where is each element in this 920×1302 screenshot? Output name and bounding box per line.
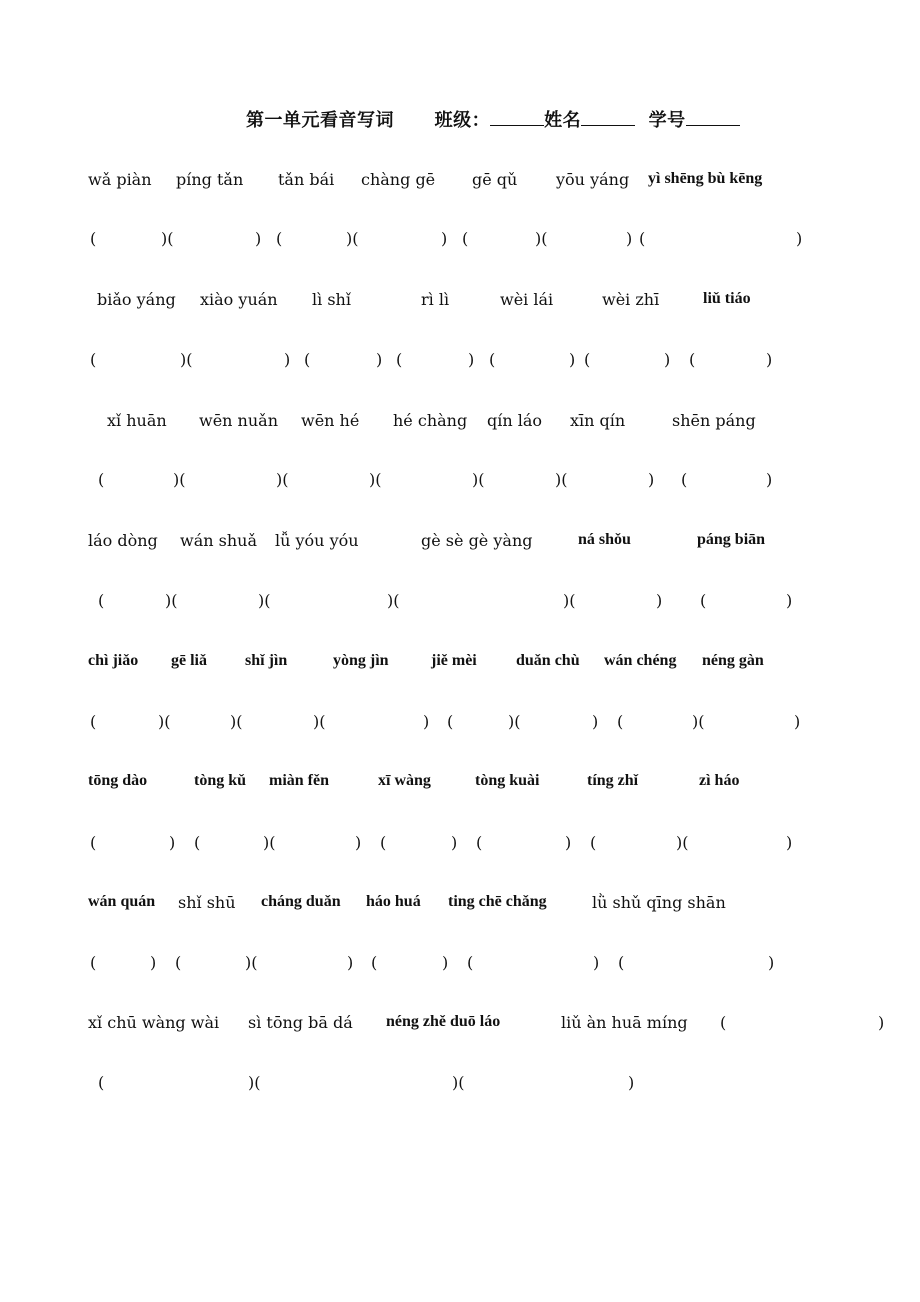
answer-blank-row — [0, 350, 920, 374]
class-blank — [490, 125, 544, 126]
pinyin-word: wán chéng — [604, 652, 677, 669]
pinyin-word: biǎo yáng — [97, 290, 176, 309]
answer-blank: )( — [346, 229, 359, 248]
answer-blank: ) — [284, 350, 291, 369]
pinyin-word: wǎ piàn — [88, 170, 152, 189]
answer-blank[interactable]: ( — [590, 833, 597, 852]
answer-blank[interactable]: ( — [276, 229, 283, 248]
pinyin-word: láo dòng — [88, 531, 158, 550]
answer-blank: )( — [158, 712, 171, 731]
answer-blank: ) — [441, 229, 448, 248]
answer-blank[interactable]: ( — [90, 953, 97, 972]
page-title — [246, 106, 740, 132]
answer-blank: ) — [786, 591, 793, 610]
answer-blank: )( — [692, 712, 705, 731]
class-label: 班级： — [434, 110, 491, 131]
pinyin-word: wēn nuǎn — [199, 411, 279, 430]
pinyin-word: ting chē chǎng — [448, 893, 547, 910]
pinyin-word: chàng gē — [361, 170, 436, 189]
answer-blank-row — [0, 470, 920, 494]
id-blank — [686, 125, 740, 126]
answer-blank[interactable]: ( — [720, 1013, 727, 1032]
answer-blank: )( — [258, 591, 271, 610]
answer-blank: ) — [355, 833, 362, 852]
answer-blank: )( — [276, 470, 289, 489]
answer-blank[interactable]: ( — [396, 350, 403, 369]
pinyin-word: xī wàng — [378, 772, 431, 789]
answer-blank[interactable]: ( — [194, 833, 201, 852]
answer-blank: ) — [766, 350, 773, 369]
answer-blank: )( — [472, 470, 485, 489]
pinyin-word: tòng kuài — [475, 772, 540, 789]
pinyin-word: hé chàng — [393, 411, 468, 430]
answer-blank-row — [0, 591, 920, 615]
answer-blank[interactable]: ( — [689, 350, 696, 369]
answer-blank: ) — [376, 350, 383, 369]
pinyin-word: chì jiǎo — [88, 652, 139, 669]
pinyin-word: xiào yuán — [200, 290, 278, 309]
answer-blank: ) — [768, 953, 775, 972]
answer-blank: )( — [676, 833, 689, 852]
pinyin-row — [0, 1013, 920, 1037]
pinyin-word: lǜ shǔ qīng shān — [592, 893, 726, 912]
answer-blank-row — [0, 229, 920, 253]
pinyin-word: tíng zhǐ — [587, 772, 639, 789]
pinyin-row — [0, 893, 920, 917]
answer-blank[interactable]: ( — [90, 229, 97, 248]
pinyin-row — [0, 772, 920, 796]
pinyin-word: wèi zhī — [602, 290, 660, 309]
answer-blank: )( — [248, 1073, 261, 1092]
answer-blank: )( — [263, 833, 276, 852]
pinyin-word: gē qǔ — [472, 170, 518, 189]
pinyin-word: xǐ huān — [107, 411, 167, 430]
name-blank — [581, 125, 635, 126]
answer-blank-row — [0, 953, 920, 977]
id-label: 学号 — [648, 110, 686, 131]
answer-blank-row — [0, 712, 920, 736]
answer-blank: )( — [452, 1073, 465, 1092]
answer-blank: )( — [161, 229, 174, 248]
answer-blank[interactable]: ( — [681, 470, 688, 489]
name-label: 姓名 — [544, 110, 582, 131]
pinyin-word: rì lì — [421, 290, 450, 309]
pinyin-row — [0, 290, 920, 314]
answer-blank: ) — [878, 1013, 885, 1032]
pinyin-word: shǐ jìn — [245, 652, 288, 669]
answer-blank: ) — [169, 833, 176, 852]
pinyin-word: tǎn bái — [278, 170, 335, 189]
answer-blank[interactable]: ( — [304, 350, 311, 369]
pinyin-word: píng tǎn — [176, 170, 244, 189]
pinyin-word: yōu yáng — [556, 170, 630, 189]
pinyin-word: gē liǎ — [171, 652, 207, 669]
answer-blank[interactable]: ( — [98, 1073, 105, 1092]
answer-blank: )( — [245, 953, 258, 972]
answer-blank: ) — [656, 591, 663, 610]
pinyin-word: liǔ àn huā míng — [561, 1013, 688, 1032]
pinyin-word: tōng dào — [88, 772, 148, 789]
answer-blank[interactable]: ( — [90, 712, 97, 731]
pinyin-word: shǐ shū — [178, 893, 236, 912]
answer-blank[interactable]: ( — [371, 953, 378, 972]
pinyin-word: liǔ tiáo — [703, 290, 751, 307]
answer-blank: )( — [180, 350, 193, 369]
answer-blank[interactable]: ( — [700, 591, 707, 610]
answer-blank[interactable]: ( — [380, 833, 387, 852]
answer-blank: ) — [794, 712, 801, 731]
answer-blank[interactable]: ( — [447, 712, 454, 731]
pinyin-word: qín láo — [487, 411, 543, 430]
pinyin-word: gè sè gè yàng — [421, 531, 533, 550]
answer-blank: ) — [442, 953, 449, 972]
pinyin-word: cháng duǎn — [261, 893, 341, 910]
worksheet-title: 第一单元看音写词 — [246, 110, 394, 131]
pinyin-word: wēn hé — [301, 411, 360, 430]
answer-blank: )( — [230, 712, 243, 731]
answer-blank: ) — [786, 833, 793, 852]
pinyin-word: duǎn chù — [516, 652, 580, 669]
pinyin-word: yì shēng bù kēng — [648, 170, 763, 187]
answer-blank[interactable]: ( — [98, 591, 105, 610]
answer-blank: ) — [468, 350, 475, 369]
pinyin-row — [0, 531, 920, 555]
answer-blank-row — [0, 833, 920, 857]
answer-blank: ) — [593, 953, 600, 972]
pinyin-word: xīn qín — [570, 411, 626, 430]
answer-blank: )( — [313, 712, 326, 731]
pinyin-word: jiě mèi — [431, 652, 477, 669]
pinyin-word: shēn páng — [672, 411, 756, 430]
answer-blank: )( — [508, 712, 521, 731]
pinyin-word: wán quán — [88, 893, 156, 910]
answer-blank[interactable]: ( — [90, 350, 97, 369]
answer-blank: )( — [387, 591, 400, 610]
pinyin-word: lì shǐ — [312, 290, 351, 309]
answer-blank: )( — [165, 591, 178, 610]
pinyin-word: zì háo — [699, 772, 740, 789]
answer-blank[interactable]: ( — [618, 953, 625, 972]
answer-blank: )( — [563, 591, 576, 610]
answer-blank[interactable]: ( — [175, 953, 182, 972]
answer-blank-row — [0, 1073, 920, 1097]
answer-blank: ) — [592, 712, 599, 731]
pinyin-word: wèi lái — [500, 290, 554, 309]
pinyin-word: néng zhě duō láo — [386, 1013, 501, 1030]
pinyin-word: sì tōng bā dá — [248, 1013, 353, 1032]
answer-blank: ) — [423, 712, 430, 731]
answer-blank[interactable]: ( — [639, 229, 646, 248]
pinyin-word: yòng jìn — [333, 652, 389, 669]
answer-blank: ) — [766, 470, 773, 489]
pinyin-word: páng biān — [697, 531, 766, 548]
answer-blank: )( — [369, 470, 382, 489]
pinyin-word: xǐ chū wàng wài — [88, 1013, 220, 1032]
answer-blank: )( — [555, 470, 568, 489]
pinyin-word: wán shuǎ — [180, 531, 257, 550]
answer-blank[interactable]: ( — [462, 229, 469, 248]
answer-blank: ) — [628, 1073, 635, 1092]
pinyin-word: háo huá — [366, 893, 421, 910]
answer-blank[interactable]: ( — [584, 350, 591, 369]
answer-blank: )( — [173, 470, 186, 489]
answer-blank[interactable]: ( — [90, 833, 97, 852]
answer-blank: ) — [451, 833, 458, 852]
answer-blank[interactable]: ( — [98, 470, 105, 489]
answer-blank: ) — [569, 350, 576, 369]
answer-blank: )( — [535, 229, 548, 248]
pinyin-word: lǚ yóu yóu — [275, 531, 359, 550]
answer-blank[interactable]: ( — [467, 953, 474, 972]
answer-blank: ) — [255, 229, 262, 248]
answer-blank[interactable]: ( — [617, 712, 624, 731]
answer-blank: ) — [796, 229, 803, 248]
answer-blank: ) — [347, 953, 354, 972]
pinyin-row — [0, 411, 920, 435]
pinyin-word: tòng kǔ — [194, 772, 247, 789]
pinyin-word: miàn fěn — [269, 772, 329, 789]
answer-blank: ) — [626, 229, 633, 248]
answer-blank: ) — [648, 470, 655, 489]
answer-blank: ) — [664, 350, 671, 369]
pinyin-word: néng gàn — [702, 652, 764, 669]
pinyin-row — [0, 652, 920, 676]
answer-blank[interactable]: ( — [476, 833, 483, 852]
pinyin-row — [0, 170, 920, 194]
answer-blank[interactable]: ( — [489, 350, 496, 369]
pinyin-word: ná shǒu — [578, 531, 631, 548]
answer-blank: ) — [565, 833, 572, 852]
answer-blank: ) — [150, 953, 157, 972]
